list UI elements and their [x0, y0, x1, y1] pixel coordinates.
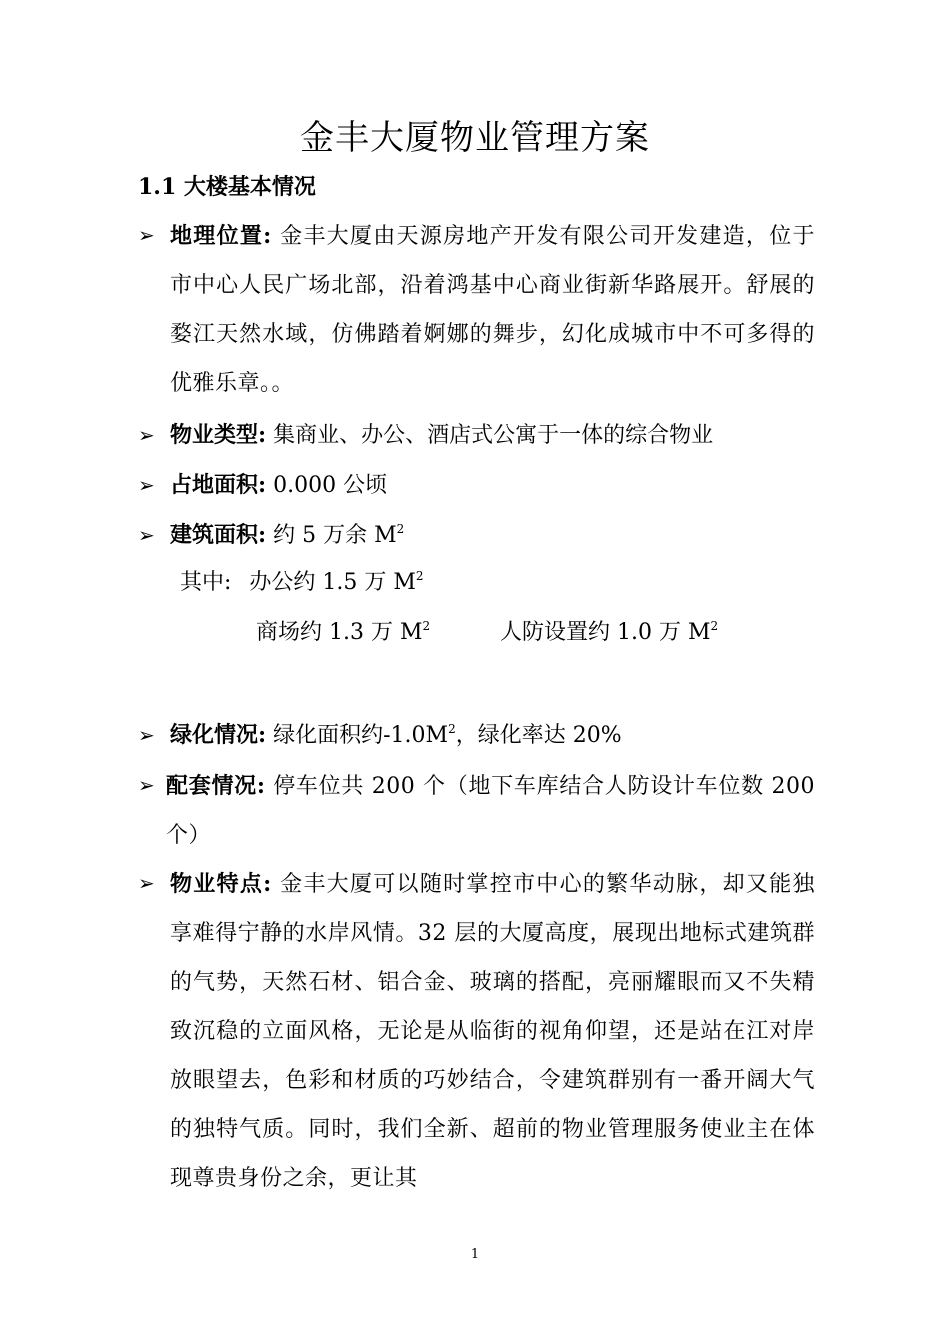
bullet-arrow-icon: ➢: [138, 223, 155, 247]
features-paragraph: [170, 860, 815, 1203]
building-area-text: 约 5 万余 M: [266, 523, 397, 548]
page-number: 1: [470, 1247, 480, 1262]
land-area-line: [170, 468, 387, 503]
breakdown-civil-defense-line: [500, 616, 718, 650]
location-paragraph: [170, 212, 815, 408]
breakdown-prefix: 其中:: [180, 570, 232, 595]
bullet-arrow-icon: ➢: [138, 723, 155, 747]
bullet-arrow-icon: ➢: [138, 423, 155, 447]
bullet-arrow-icon: ➢: [138, 871, 155, 895]
breakdown-office-line: [180, 566, 424, 600]
greening-text-b: ，绿化率达 20%: [455, 723, 622, 748]
section-heading: 1.1 大楼基本情况: [138, 174, 316, 200]
land-area-text: 0.000 公顷: [266, 473, 388, 498]
location-text: 金丰大厦由天源房地产开发有限公司开发建造，位于市中心人民广场北部，沿着鸿基中心商业街新华路展开。舒展的婺江天然水域，仿佛踏着婀娜的舞步，幻化成城市中不可多得的优雅乐章。。: [170, 224, 816, 396]
land-area-label: 占地面积:: [170, 472, 267, 498]
building-area-label: 建筑面积:: [170, 522, 267, 548]
greening-text-a: 绿化面积约-1.0M: [266, 723, 449, 748]
document-title: 金丰大厦物业管理方案: [300, 118, 650, 158]
superscript: 2: [710, 619, 719, 633]
building-area-line: [170, 518, 404, 553]
superscript: 2: [422, 619, 431, 633]
civil-defense-area-text: 人防设置约 1.0 万 M: [500, 620, 711, 645]
facilities-paragraph: [166, 762, 815, 860]
location-label: 地理位置:: [170, 223, 272, 249]
type-label: 物业类型:: [170, 422, 267, 448]
office-area-text: 办公约 1.5 万 M: [249, 570, 416, 595]
bullet-arrow-icon: ➢: [138, 523, 155, 547]
superscript: 2: [415, 569, 424, 583]
superscript: 2: [448, 722, 456, 736]
breakdown-mall-line: [256, 616, 430, 650]
greening-label: 绿化情况:: [170, 722, 267, 748]
type-line: [170, 418, 713, 453]
type-text: 集商业、办公、酒店式公寓于一体的综合物业: [266, 423, 714, 448]
bullet-arrow-icon: ➢: [138, 773, 155, 797]
bullet-arrow-icon: ➢: [138, 473, 155, 497]
features-label: 物业特点:: [170, 871, 272, 897]
greening-line: [170, 718, 622, 753]
superscript: 2: [396, 522, 405, 536]
mall-area-text: 商场约 1.3 万 M: [256, 620, 423, 645]
facilities-text: 停车位共 200 个（地下车库结合人防设计车位数 200 个）: [166, 774, 815, 848]
features-text: 金丰大厦可以随时掌控市中心的繁华动脉，却又能独享难得宁静的水岸风情。32 层的大厦高度，展现出地标式建筑群的气势，天然石材、铝合金、玻璃的搭配，亮丽耀眼而又不失精致沉稳的立面风格，无论是从临街的视角仰望，还是站在江对岸放眼望去，色彩和材质的巧妙结合，令建筑群别有一番开阔大气的独特气质。同时，我们全新、超前的物业管理服务使业主在体现尊贵身份之余，更让其: [170, 872, 816, 1191]
facilities-label: 配套情况:: [166, 773, 266, 799]
